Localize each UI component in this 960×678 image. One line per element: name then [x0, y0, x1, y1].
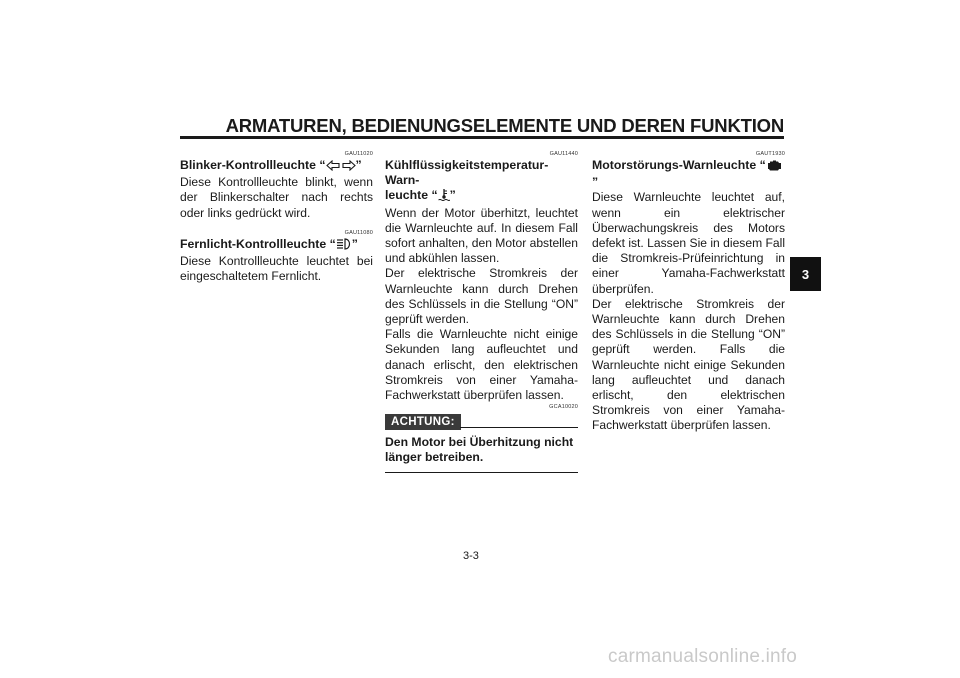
section-heading-coolant-line1: Kühlflüssigkeitstemperatur-Warn- — [385, 158, 549, 188]
section-heading-engine — [592, 158, 785, 190]
heading-text-end: ” — [592, 175, 599, 190]
heading-text: leuchte “ — [385, 188, 438, 203]
section-heading-coolant-line2 — [385, 188, 578, 205]
heading-text-end: ” — [449, 188, 456, 203]
caution-end-rule — [385, 472, 578, 473]
column-1 — [180, 150, 373, 284]
page-title: ARMATUREN, BEDIENUNGSELEMENTE UND DEREN FUNKTION — [225, 115, 784, 136]
caution-header — [385, 413, 578, 431]
section-body: Der elektrische Stromkreis der Warnleuchte kann durch Drehen des Schlüssels in die Stellung “ON” geprüft werden. — [385, 266, 578, 327]
section-heading-turn-signal — [180, 158, 373, 175]
section-body: Falls die Warnleuchte nicht einige Sekunden lang aufleuchtet und danach erlischt, den elektrischen Stromkreis von einer Yamaha-Fachwerkstatt überprüfen lassen. — [385, 327, 578, 403]
section-body: Diese Kontrollleuchte blinkt, wenn der Blinkerschalter nach rechts oder links gedrückt wird. — [180, 175, 373, 220]
section-body: Diese Warnleuchte leuchtet auf, wenn ein elektrischer Überwachungskreis des Motors defekt ist. Lassen Sie in diesem Fall die Stromkreis-Prüfeinrichtung in einer Yamaha-Fachwerkstatt überprüfen. — [592, 190, 785, 296]
caution-rule — [460, 427, 578, 428]
caution-code: GCA10020 — [549, 404, 578, 411]
engine-check-icon — [766, 159, 782, 175]
section-code: GAU11080 — [344, 229, 373, 236]
caution-text: Den Motor bei Überhitzung nicht länger betreiben. — [385, 435, 574, 465]
section-body: Diese Kontrollleuchte leuchtet bei eingeschaltetem Fernlicht. — [180, 254, 373, 284]
heading-text: Fernlicht-Kontrollleuchte “ — [180, 236, 336, 251]
section-body: Wenn der Motor überhitzt, leuchtet die Warnleuchte auf. In diesem Fall sofort anhalten, den Motor abstellen und abkühlen lassen. — [385, 205, 578, 266]
column-3 — [592, 150, 785, 434]
section-code: GAU11440 — [549, 151, 578, 157]
spacer — [180, 221, 373, 229]
heading-text-end: ” — [351, 236, 358, 251]
section-body: Der elektrische Stromkreis der Warnleuchte kann durch Drehen des Schlüssels in die Stellung “ON” geprüft werden. Falls die Warnleuchte nicht einige Sekunden lang aufleuchtet und danach erlischt, den elektrischen Stromkreis von einer Yamaha-Fachwerkstatt überprüfen lassen. — [592, 296, 785, 433]
high-beam-icon — [336, 238, 352, 254]
section-code: GAU11020 — [344, 151, 373, 157]
heading-text: Motorstörungs-Warnleuchte “ — [592, 158, 766, 172]
heading-text: Blinker-Kontrollleuchte “ — [180, 158, 326, 172]
section-code: GAUT1930 — [755, 151, 785, 157]
watermark: carmanualsonline.info — [608, 646, 798, 667]
coolant-temperature-icon — [438, 188, 450, 205]
column-2 — [385, 150, 578, 473]
section-heading-high-beam — [180, 237, 373, 254]
heading-text-end: ” — [355, 158, 362, 172]
chapter-tab: 3 — [790, 257, 821, 291]
page-number: 3-3 — [463, 550, 479, 562]
caution-label: ACHTUNG: — [385, 414, 461, 430]
title-rule — [180, 136, 784, 139]
turn-signal-arrows-icon — [326, 160, 356, 175]
caution-box — [385, 413, 578, 472]
